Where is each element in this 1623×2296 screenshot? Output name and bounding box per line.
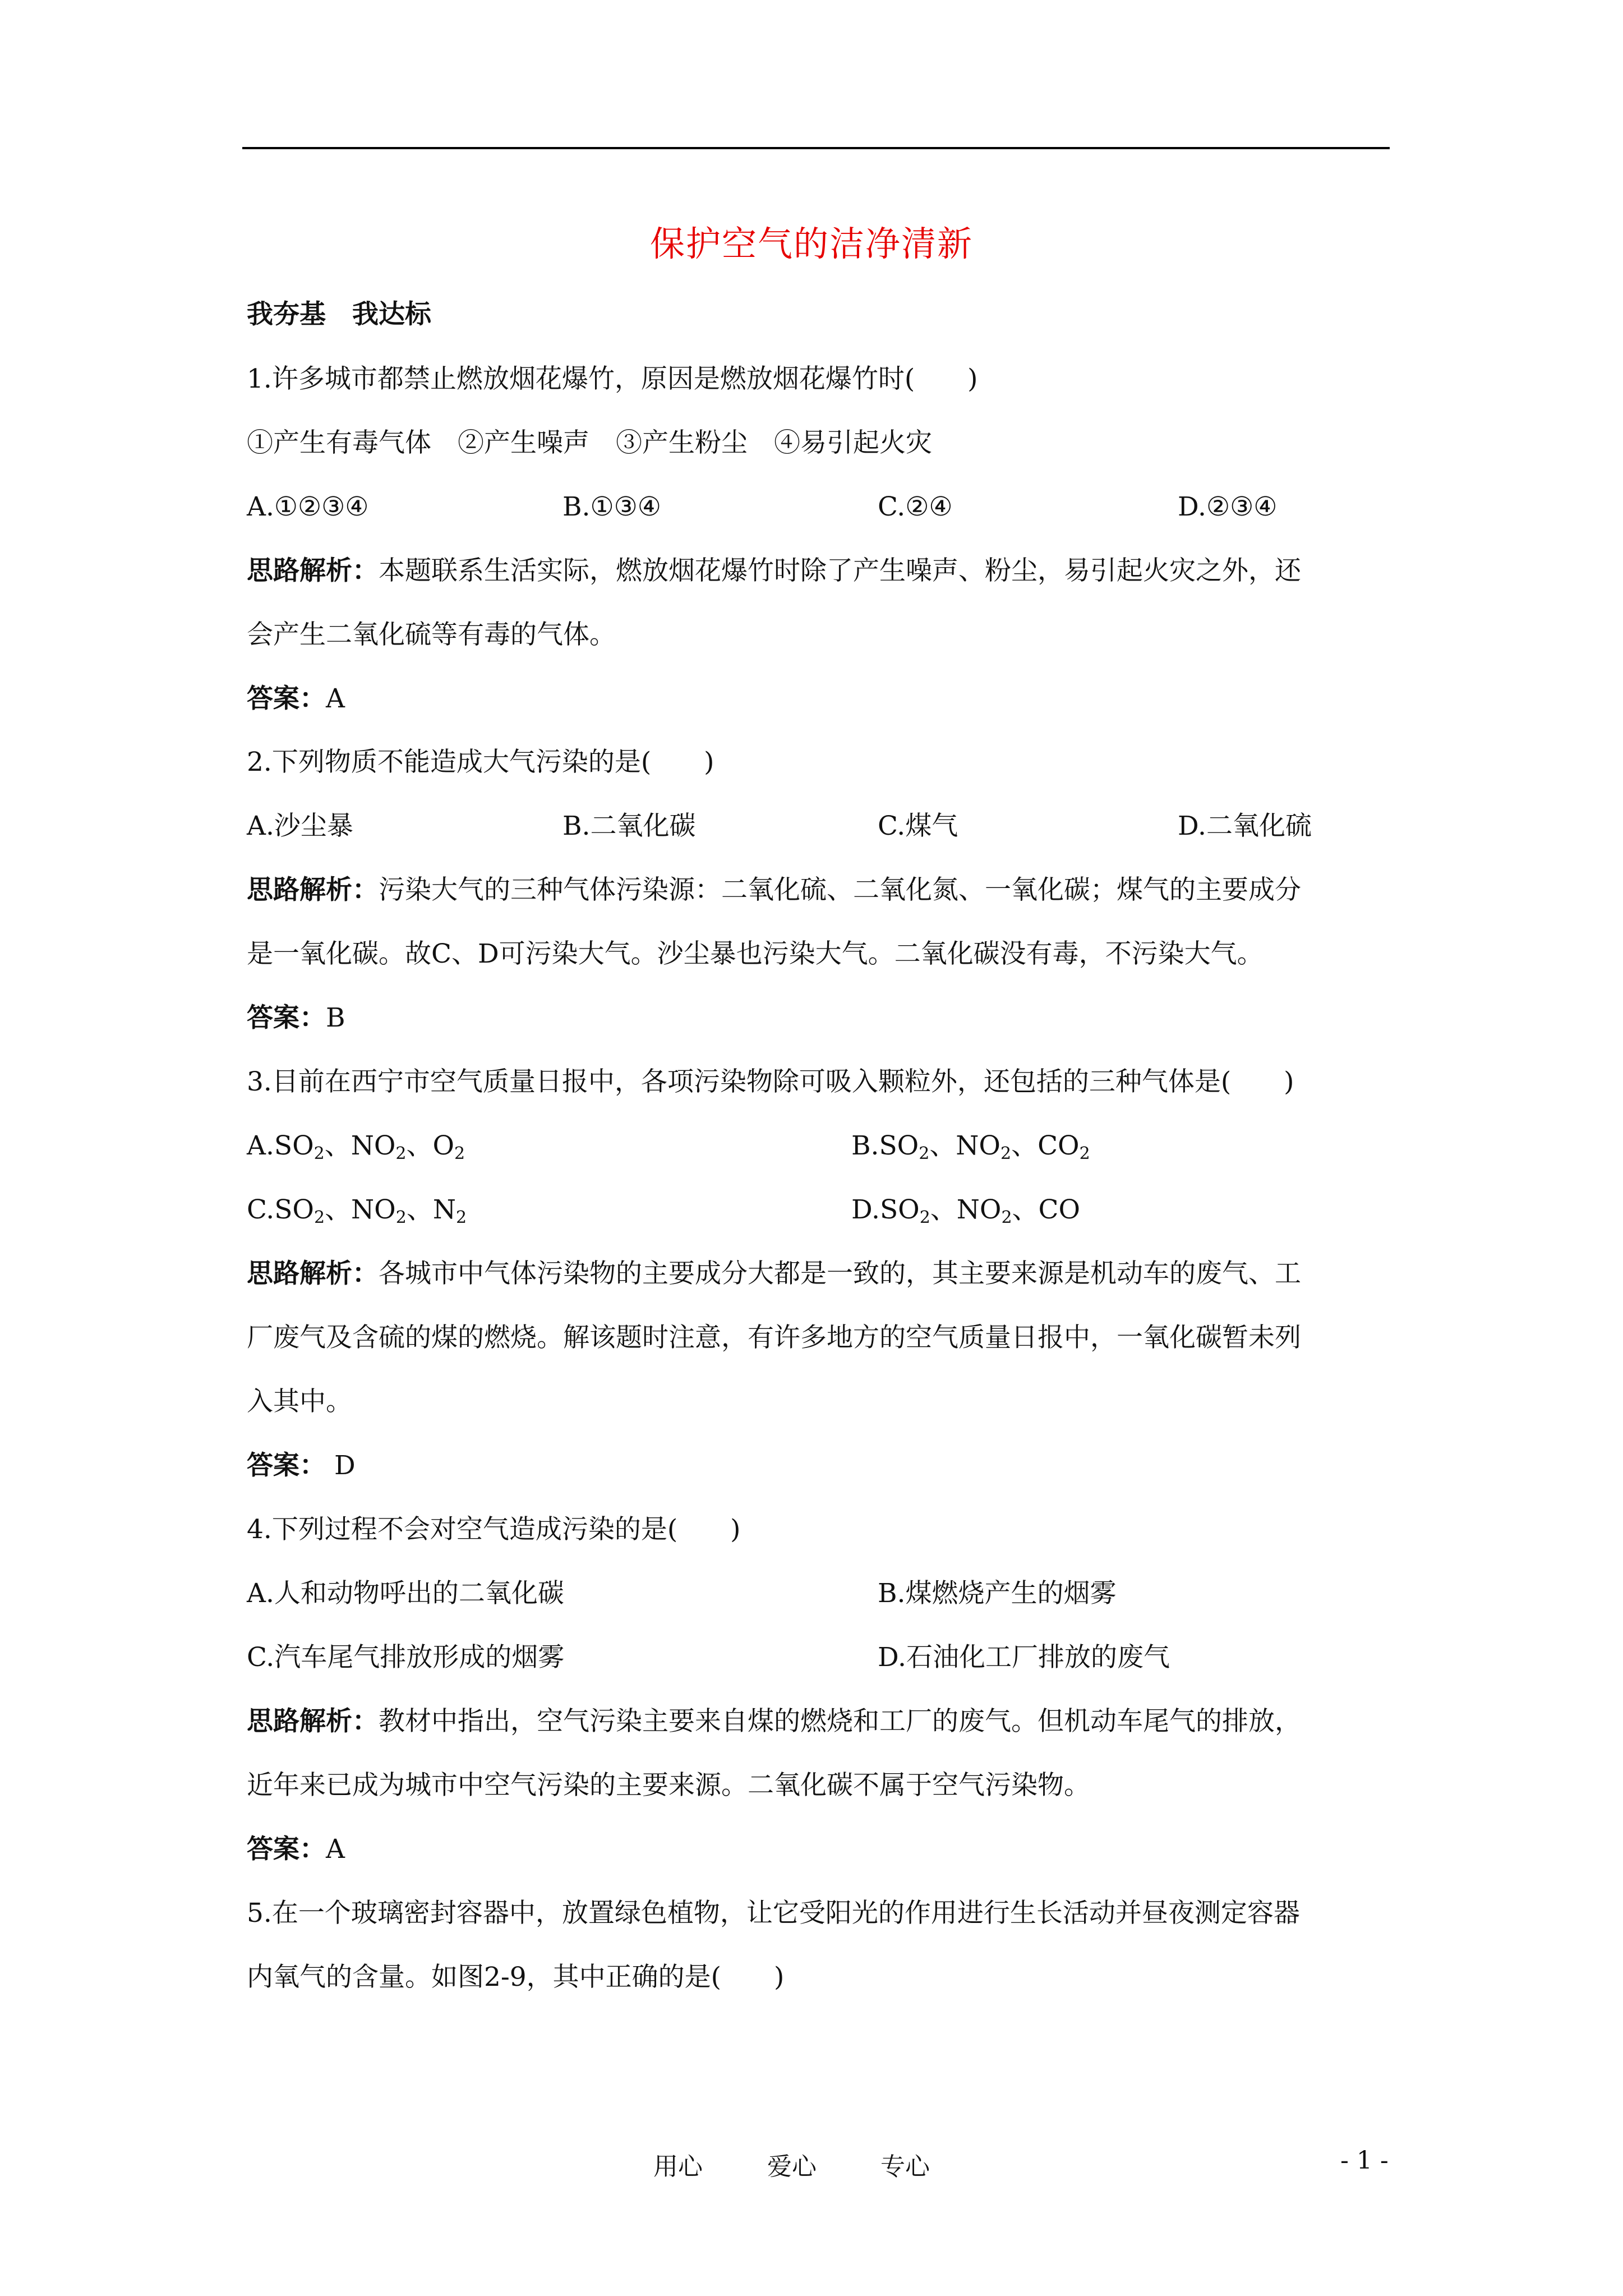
q2-analysis-line-1	[247, 875, 1301, 906]
q4-option-c: C.汽车尾气排放形成的烟雾	[247, 1642, 565, 1673]
q5-stem-line-2: 内氧气的含量。如图2-9，其中正确的是( )	[247, 1962, 785, 1993]
answer-value: D	[326, 1450, 356, 1481]
q2-analysis-line-2: 是一氧化碳。故C、D可污染大气。沙尘暴也污染大气。二氧化碳没有毒，不污染大气。	[247, 938, 1264, 969]
q3-option-c: $C.SO_2$、$NO_2$、$N_2$	[247, 1194, 467, 1227]
analysis-label: 思路解析：	[247, 1258, 379, 1289]
q2-option-b: B.二氧化碳	[562, 811, 696, 841]
answer-value: A	[326, 1834, 345, 1865]
header-rule	[242, 147, 1390, 149]
q4-option-d: D.石油化工厂排放的废气	[878, 1642, 1170, 1673]
analysis-label: 思路解析：	[247, 875, 379, 905]
answer-label: 答案：	[247, 1834, 326, 1865]
analysis-text: 教材中指出，空气污染主要来自煤的燃烧和工厂的废气。但机动车尾气的排放，	[379, 1706, 1301, 1737]
q3-option-a: $A.SO_2$、$NO_2$、$O_2$	[247, 1130, 465, 1163]
footer-text-2: 爱心	[767, 2152, 817, 2181]
q3-answer	[247, 1450, 356, 1481]
q4-option-b: B.煤燃烧产生的烟雾	[878, 1578, 1117, 1609]
answer-label: 答案：	[247, 1002, 326, 1033]
footer-text-1: 用心	[653, 2152, 703, 2181]
q2-stem: 2.下列物质不能造成大气污染的是( )	[247, 747, 714, 777]
answer-value: B	[326, 1002, 345, 1033]
q1-option-d: D.②③④	[1178, 491, 1278, 522]
analysis-label: 思路解析：	[247, 1706, 379, 1737]
q1-analysis-line-2: 会产生二氧化硫等有毒的气体。	[247, 619, 616, 650]
q2-option-a: A.沙尘暴	[247, 811, 353, 841]
q4-analysis-line-2: 近年来已成为城市中空气污染的主要来源。二氧化碳不属于空气污染物。	[247, 1770, 1090, 1801]
q2-answer	[247, 1002, 345, 1034]
q3-analysis-line-2: 厂废气及含硫的煤的燃烧。解该题时注意，有许多地方的空气质量日报中，一氧化碳暂未列	[247, 1322, 1301, 1353]
q1-answer	[247, 683, 345, 715]
q4-option-a: A.人和动物呼出的二氧化碳	[247, 1578, 564, 1609]
q4-stem: 4.下列过程不会对空气造成污染的是( )	[247, 1514, 741, 1545]
answer-label: 答案：	[247, 683, 326, 714]
q4-analysis-line-1	[247, 1706, 1301, 1737]
answer-label: 答案：	[247, 1450, 326, 1481]
analysis-text: 污染大气的三种气体污染源：二氧化硫、二氧化氮、一氧化碳；煤气的主要成分	[379, 875, 1301, 905]
footer-text-3: 专心	[880, 2152, 930, 2181]
q5-stem-line-1: 5.在一个玻璃密封容器中，放置绿色植物，让它受阳光的作用进行生长活动并昼夜测定容器	[247, 1898, 1300, 1929]
q3-analysis-line-1	[247, 1258, 1301, 1290]
q1-option-a: A.①②③④	[247, 491, 369, 522]
analysis-text: 各城市中气体污染物的主要成分大都是一致的，其主要来源是机动车的废气、工	[379, 1258, 1301, 1289]
page-number: - 1 -	[1340, 2146, 1389, 2175]
q3-stem: 3.目前在西宁市空气质量日报中，各项污染物除可吸入颗粒外，还包括的三种气体是( )	[247, 1066, 1294, 1097]
q1-option-b: B.①③④	[562, 491, 661, 522]
q3-analysis-line-3: 入其中。	[247, 1386, 352, 1417]
q2-option-d: D.二氧化硫	[1178, 811, 1312, 841]
analysis-text: 本题联系生活实际，燃放烟花爆竹时除了产生噪声、粉尘，易引起火灾之外，还	[379, 555, 1301, 586]
q3-option-b: $B.SO_2$、$NO_2$、$CO_2$	[851, 1130, 1090, 1163]
page-title: 保护空气的洁净清新	[649, 223, 973, 264]
q1-analysis-line-1	[247, 555, 1301, 587]
q3-option-d: $D.SO_2$、$NO_2$、CO	[851, 1194, 1081, 1227]
q2-option-c: C.煤气	[878, 811, 958, 841]
q1-items: ①产生有毒气体 ②产生噪声 ③产生粉尘 ④易引起火灾	[247, 427, 932, 458]
q1-stem: 1.许多城市都禁止燃放烟花爆竹，原因是燃放烟花爆竹时( )	[247, 364, 978, 394]
section-heading: 我夯基 我达标	[247, 299, 431, 330]
q4-answer	[247, 1834, 345, 1865]
analysis-label: 思路解析：	[247, 555, 379, 586]
q1-option-c: C.②④	[878, 491, 953, 522]
answer-value: A	[326, 683, 345, 714]
